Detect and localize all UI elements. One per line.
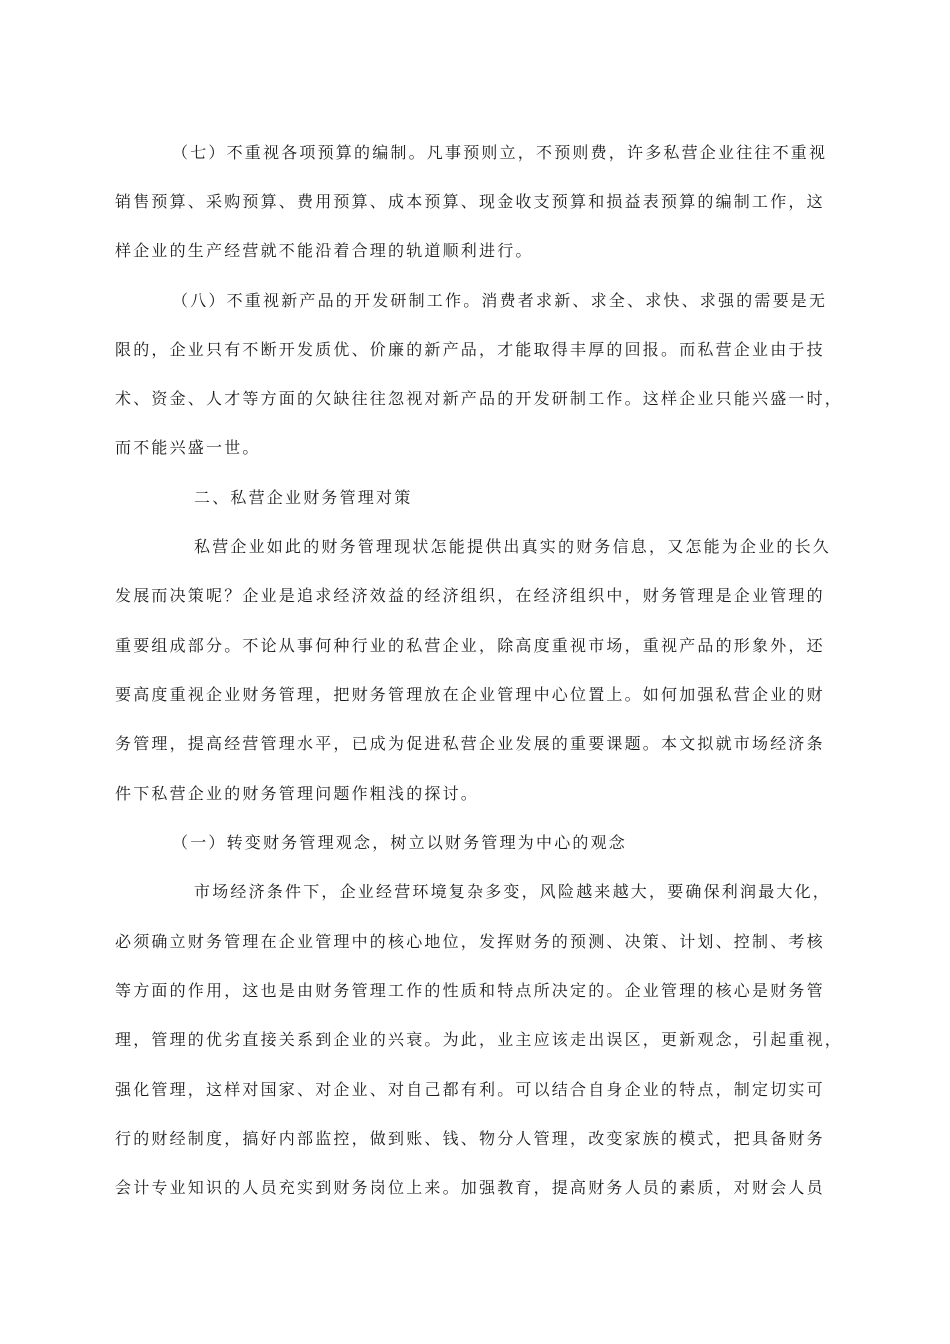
body-paragraph-line-5: 务管理，提高经营管理水平，已成为促进私营企业发展的重要课题。本文拟就市场经济条 [115, 734, 825, 753]
body-paragraph-line-6: 件下私营企业的财务管理问题作粗浅的探讨。 [115, 784, 480, 803]
subsection-paragraph-line-7: 会计专业知识的人员充实到财务岗位上来。加强教育，提高财务人员的素质，对财会人员 [115, 1178, 825, 1197]
body-paragraph-line-4: 要高度重视企业财务管理，把财务管理放在企业管理中心位置上。如何加强私营企业的财 [115, 685, 825, 704]
subsection-paragraph-line-6: 行的财经制度，搞好内部监控，做到账、钱、物分人管理，改变家族的模式，把具备财务 [115, 1129, 825, 1148]
subsection-heading-1: （一）转变财务管理观念，树立以财务管理为中心的观念 [172, 833, 628, 852]
paragraph-8-line-3: 术、资金、人才等方面的欠缺往往忽视对新产品的开发研制工作。这样企业只能兴盛一时， [115, 389, 844, 408]
body-paragraph-line-1: 私营企业如此的财务管理现状怎能提供出真实的财务信息，又怎能为企业的长久 [194, 537, 832, 556]
section-heading-2: 二、私营企业财务管理对策 [194, 488, 413, 507]
subsection-paragraph-line-1: 市场经济条件下，企业经营环境复杂多变，风险越来越大，要确保利润最大化， [194, 882, 832, 901]
body-paragraph-line-3: 重要组成部分。不论从事何种行业的私营企业，除高度重视市场，重视产品的形象外，还 [115, 636, 825, 655]
paragraph-7-line-3: 样企业的生产经营就不能沿着合理的轨道顺利进行。 [115, 241, 534, 260]
paragraph-8-line-1: （八）不重视新产品的开发研制工作。消费者求新、求全、求快、求强的需要是无 [172, 291, 828, 310]
paragraph-7-line-2: 销售预算、采购预算、费用预算、成本预算、现金收支预算和损益表预算的编制工作，这 [115, 192, 825, 211]
subsection-paragraph-line-5: 强化管理，这样对国家、对企业、对自己都有利。可以结合自身企业的特点，制定切实可 [115, 1080, 825, 1099]
paragraph-8-line-4: 而不能兴盛一世。 [115, 438, 261, 457]
paragraph-7-line-1: （七）不重视各项预算的编制。凡事预则立，不预则费，许多私营企业往往不重视 [172, 143, 828, 162]
paragraph-8-line-2: 限的，企业只有不断开发质优、价廉的新产品，才能取得丰厚的回报。而私营企业由于技 [115, 340, 825, 359]
subsection-paragraph-line-2: 必须确立财务管理在企业管理中的核心地位，发挥财务的预测、决策、计划、控制、考核 [115, 932, 825, 951]
subsection-paragraph-line-4: 理，管理的优劣直接关系到企业的兴衰。为此，业主应该走出误区，更新观念，引起重视， [115, 1030, 844, 1049]
body-paragraph-line-2: 发展而决策呢？企业是追求经济效益的经济组织，在经济组织中，财务管理是企业管理的 [115, 586, 825, 605]
subsection-paragraph-line-3: 等方面的作用，这也是由财务管理工作的性质和特点所决定的。企业管理的核心是财务管 [115, 981, 825, 1000]
